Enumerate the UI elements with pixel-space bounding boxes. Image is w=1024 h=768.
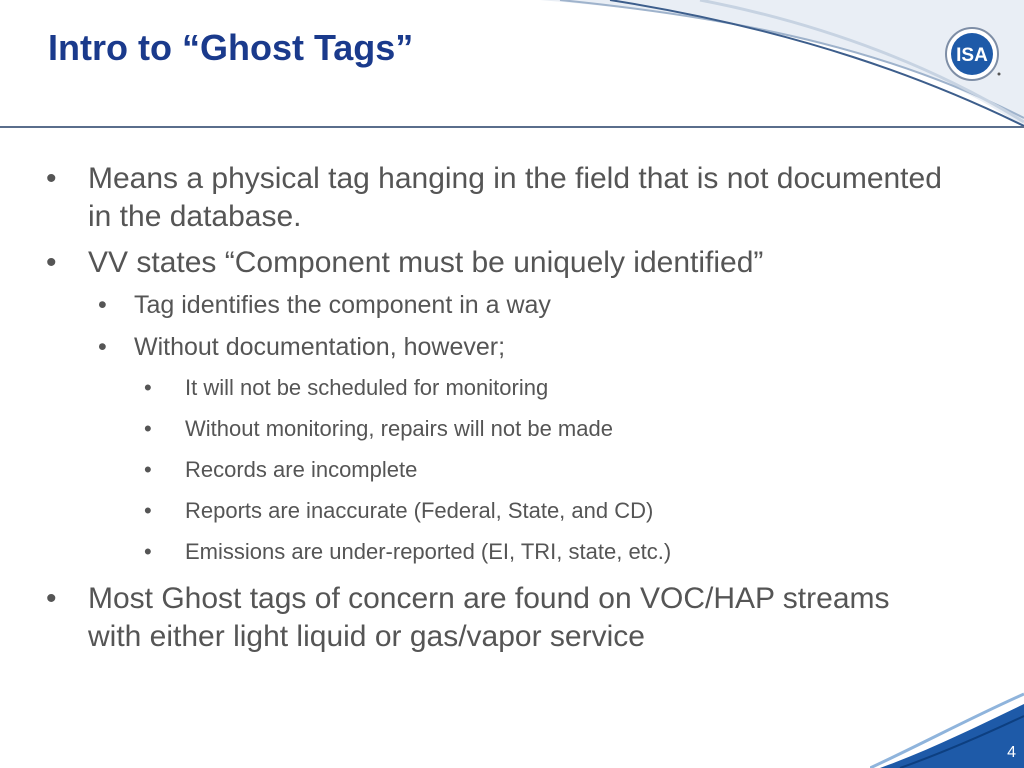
sub-sub-bullet-item: [46, 538, 946, 566]
sub-sub-bullet-item: [46, 374, 946, 402]
bullet-marker: •: [98, 333, 107, 361]
bullet-text: VV states “Component must be uniquely identified”: [88, 246, 764, 279]
bullet-marker: •: [46, 582, 57, 615]
bullet-marker: •: [144, 375, 152, 400]
sub-bullet-item: [46, 332, 946, 362]
bullet-text: Without monitoring, repairs will not be made: [185, 416, 613, 441]
header-divider: [0, 126, 1024, 128]
bullet-marker: •: [46, 246, 57, 279]
bullet-marker: •: [46, 162, 57, 195]
logo-text: ISA: [956, 45, 988, 66]
bullet-text: It will not be scheduled for monitoring: [185, 375, 549, 400]
footer-swoosh-decoration: [870, 690, 1024, 768]
isa-logo: [944, 26, 1004, 82]
bullet-marker: •: [144, 539, 152, 564]
bullet-item: [46, 580, 946, 656]
sub-sub-bullet-item: [46, 415, 946, 443]
sub-sub-bullet-item: [46, 497, 946, 525]
bullet-marker: •: [144, 416, 152, 441]
bullet-text: Means a physical tag hanging in the field that is not documented in the database.: [88, 162, 942, 233]
bullet-text: Records are incomplete: [185, 457, 418, 482]
bullet-text: Reports are inaccurate (Federal, State, and CD): [185, 498, 654, 523]
page-number: 4: [1007, 744, 1016, 761]
bullet-marker: •: [144, 457, 152, 482]
bullet-text: Tag identifies the component in a way: [134, 291, 551, 319]
slide-title: Intro to “Ghost Tags”: [48, 27, 414, 68]
sub-sub-bullet-item: [46, 456, 946, 484]
bullet-text: Without documentation, however;: [134, 333, 506, 361]
bullet-item: [46, 160, 946, 236]
sub-bullet-item: [46, 290, 946, 320]
bullet-text: Emissions are under-reported (EI, TRI, state, etc.): [185, 539, 672, 564]
bullet-text: Most Ghost tags of concern are found on VOC/HAP streams with either light liquid or gas/vapor service: [88, 582, 890, 653]
bullet-list: [46, 160, 946, 664]
bullet-marker: •: [98, 291, 107, 319]
bullet-marker: •: [144, 498, 152, 523]
bullet-item: [46, 244, 946, 282]
